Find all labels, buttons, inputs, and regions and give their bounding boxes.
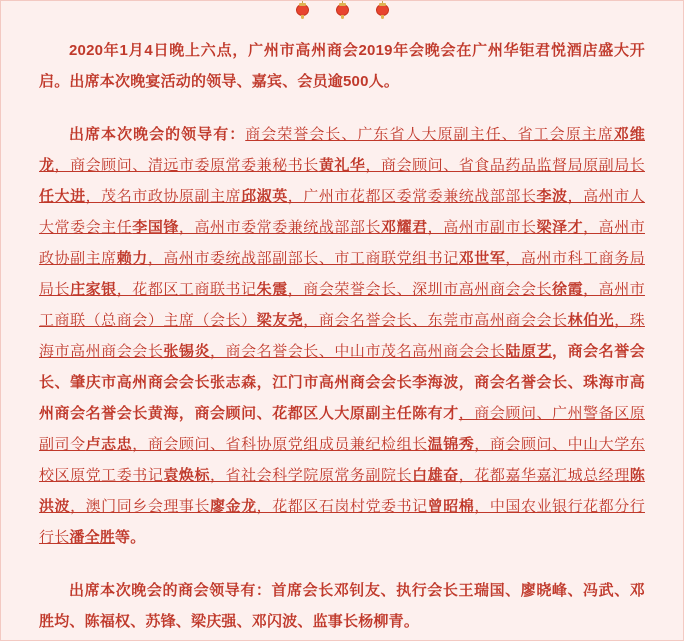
text-segment: 邱淑英: [241, 188, 288, 205]
text-segment: 梁友尧: [256, 312, 304, 329]
lantern-decoration-row: [1, 1, 683, 23]
text-segment: ，商会顾问、清远市委原常委兼秘书长: [54, 157, 319, 174]
text-segment: 曾昭棉: [427, 498, 475, 515]
text-segment: ，中国农业银行花都分行行长: [39, 498, 645, 546]
text-segment: 。: [383, 73, 400, 90]
text-segment: 、监事长: [297, 613, 359, 630]
text-segment: ，高州市人大常委会主任: [39, 188, 645, 236]
text-segment: ，商会顾问、广州警备区原副司令: [39, 405, 645, 453]
text-segment: 任大进: [39, 188, 86, 205]
text-segment: 商会荣誉会长、广东省人大原副主任、省工会原主席: [245, 126, 614, 143]
text-segment: 邓维龙: [39, 126, 645, 174]
text-segment: 邓世军: [458, 250, 506, 267]
text-segment: 张志森: [210, 374, 257, 391]
text-segment: ，商会名誉会长、珠海市高州商会名誉会长: [39, 374, 645, 422]
lantern-icon: [336, 1, 349, 19]
text-segment: ，珠海市高州商会会长: [39, 312, 645, 360]
text-segment: 张锡炎: [163, 343, 211, 360]
text-segment: ，高州市工商联（总商会）主席（会长）: [39, 281, 645, 329]
text-segment: 、执行会长: [380, 582, 459, 599]
text-segment: ，商会顾问、中山大学东校区原党工委书记: [39, 436, 645, 484]
text-segment: ，茂名市政协原副主席: [85, 188, 242, 205]
text-segment: 温锦秀: [427, 436, 475, 453]
text-segment: 赖力: [116, 250, 148, 267]
text-segment: ，广州市花都区委常委兼统战部部长: [287, 188, 537, 205]
text-segment: 杨柳青: [358, 613, 404, 630]
text-segment: ，花都区工商联书记: [116, 281, 257, 298]
text-segment: ，商会荣誉会长、深圳市高州商会会长: [287, 281, 553, 298]
text-segment: ，高州市政协副主席: [39, 219, 645, 267]
text-segment: 500人: [343, 73, 384, 90]
text-segment: 李波: [536, 188, 568, 205]
text-segment: ，商会名誉会长、肇庆市高州商会会长: [39, 343, 645, 391]
text-segment: ，江门市高州商会会长: [256, 374, 413, 391]
text-segment: 出席本次晚会的商会领导有：首席会长: [69, 582, 334, 599]
text-segment: 。: [403, 613, 420, 630]
text-segment: ，省社会科学院原常务副院长: [210, 467, 413, 484]
text-segment: ，花都嘉华嘉汇城总经理: [458, 467, 630, 484]
text-segment: 李国锋: [132, 219, 179, 236]
text-segment: ，商会顾问、省科协原党组成员兼纪检组长: [132, 436, 428, 453]
text-segment: ，高州市科工商务局局长: [39, 250, 645, 298]
text-segment: 潘全胜: [69, 529, 116, 546]
text-segment: 袁焕标: [163, 467, 211, 484]
text-segment: 2020年1月4日晚上六点，广州市高州商会2019年会晚会在广州华钜君悦酒店盛大开启。出席本次晚宴活动的领导、嘉宾、会员逾: [39, 42, 645, 90]
text-segment: ，商会名誉会长、东莞市高州商会会长: [303, 312, 568, 329]
text-segment: 黄礼华: [318, 157, 366, 174]
text-segment: 陆原艺: [505, 343, 553, 360]
text-segment: 陈有才: [412, 405, 459, 422]
text-segment: 徐霞: [552, 281, 584, 298]
text-segment: 邓耀君: [381, 219, 428, 236]
text-segment: ，高州市委统战部副部长、市工商联党组书记: [147, 250, 459, 267]
document-body: [1, 23, 683, 640]
text-segment: 朱震: [256, 281, 288, 298]
text-segment: 廖金龙: [210, 498, 257, 515]
text-segment: ，澳门同乡会理事长: [70, 498, 211, 515]
paragraph-chamber-leaders: [39, 575, 645, 637]
paragraph-intro: [39, 35, 645, 97]
text-segment: ，商会顾问、省食品药品监督局原副局长: [365, 157, 645, 174]
lantern-icon: [296, 1, 309, 19]
lantern-icon: [376, 1, 389, 19]
text-segment: ，高州市委常委兼统战部部长: [178, 219, 382, 236]
paragraph-leaders: [39, 119, 645, 553]
text-segment: 陈洪波: [39, 467, 645, 515]
text-segment: 庄家银: [70, 281, 117, 298]
text-segment: 李海波: [412, 374, 459, 391]
text-segment: 等。: [115, 529, 146, 546]
text-segment: 邓钊友: [333, 582, 381, 599]
text-segment: 黄海: [147, 405, 179, 422]
text-segment: ，商会名誉会长、中山市茂名高州商会会长: [210, 343, 506, 360]
text-segment: 卢志忠: [85, 436, 133, 453]
text-segment: 白雄奋: [412, 467, 459, 484]
text-segment: 王瑞国、廖晓峰、冯武、邓胜均、陈福权、苏锋、梁庆强、邓闪波: [39, 582, 645, 630]
text-segment: ，高州市副市长: [427, 219, 537, 236]
text-segment: ，花都区石岗村党委书记: [256, 498, 428, 515]
text-segment: 出席本次晚会的领导有：: [69, 126, 246, 143]
text-segment: 梁泽才: [536, 219, 584, 236]
text-segment: ，商会顾问、花都区人大原副主任: [178, 405, 413, 422]
text-segment: 林伯光: [567, 312, 615, 329]
